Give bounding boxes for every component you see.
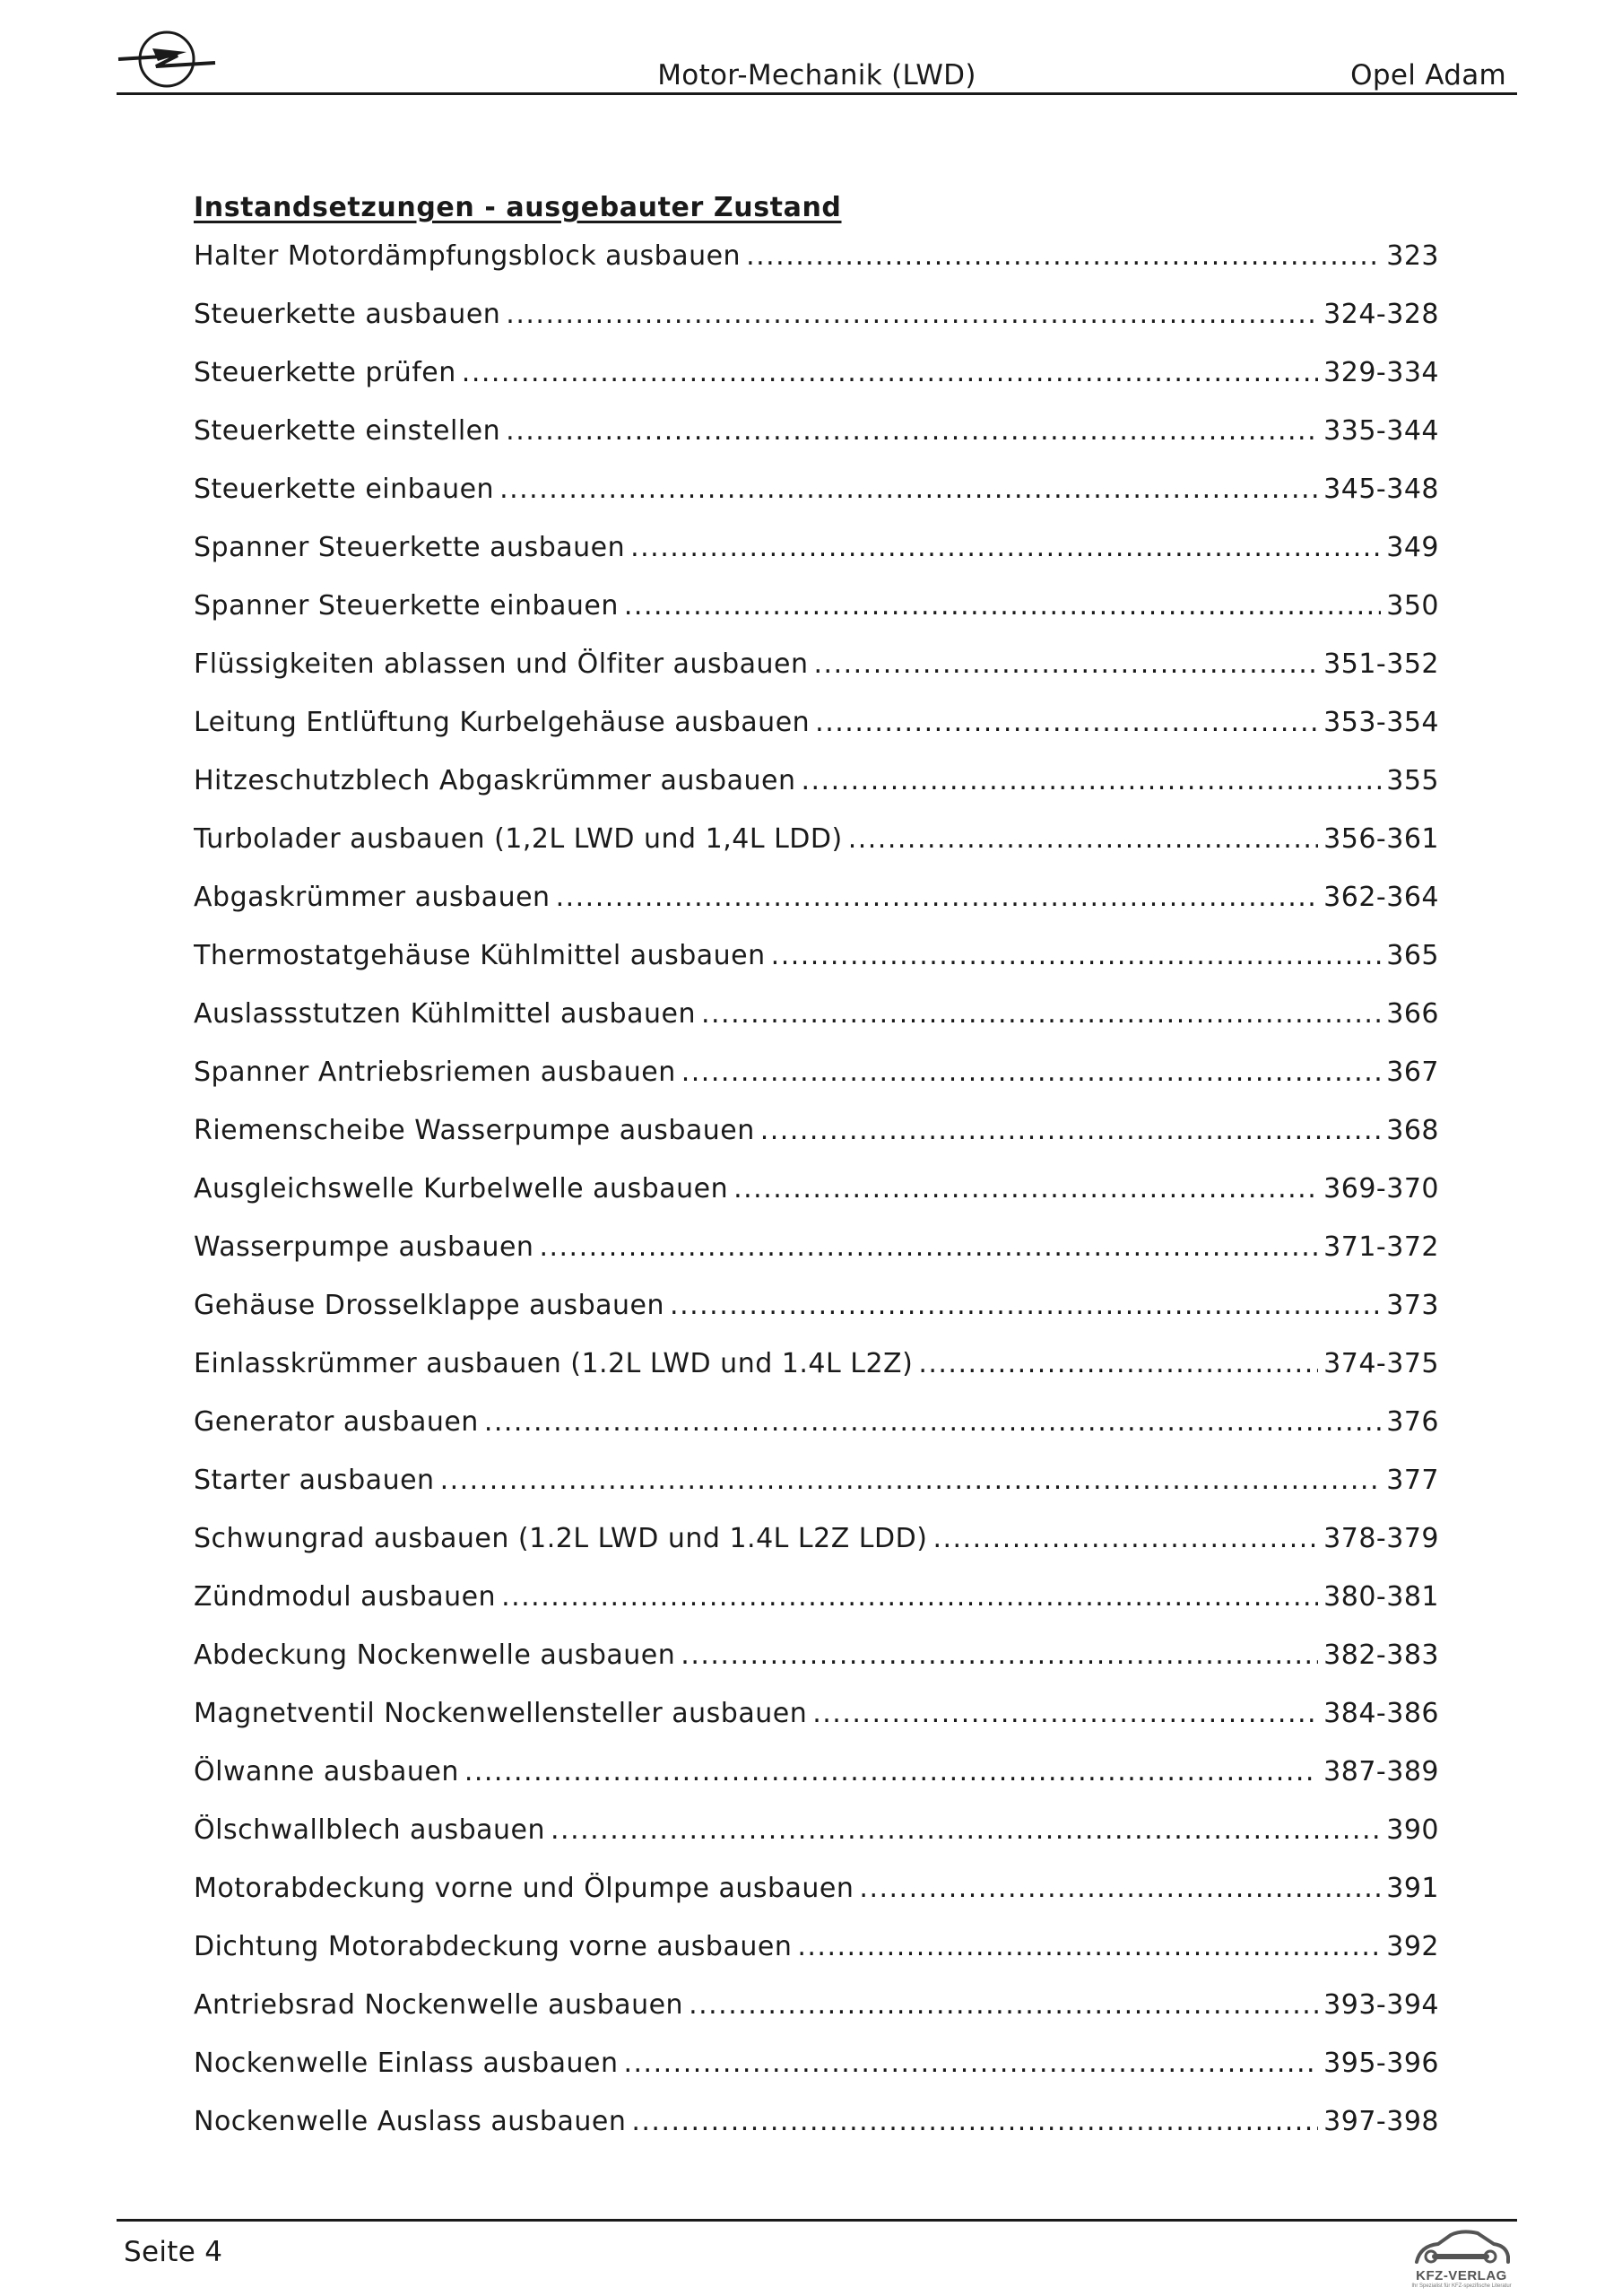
toc-entry bbox=[194, 299, 1439, 357]
toc-entry bbox=[194, 765, 1439, 823]
toc-entry-page: 356-361 bbox=[1323, 823, 1439, 855]
section-title: Instandsetzungen - ausgebauter Zustand bbox=[194, 192, 842, 223]
publisher-tagline: Ihr Spezialist für KFZ-spezifische Literatur bbox=[1411, 2283, 1512, 2289]
toc-dot-leader bbox=[681, 1639, 1318, 1671]
toc-entry bbox=[194, 1523, 1439, 1581]
toc-dot-leader bbox=[815, 707, 1318, 738]
toc-entry bbox=[194, 1639, 1439, 1698]
toc-entry-page: 323 bbox=[1386, 240, 1439, 272]
toc-dot-leader bbox=[556, 882, 1319, 913]
toc-entry-page: 351-352 bbox=[1323, 648, 1439, 680]
toc-entry-page: 391 bbox=[1386, 1873, 1439, 1904]
toc-dot-leader bbox=[624, 590, 1381, 622]
toc-entry-label: Abdeckung Nockenwelle ausbauen bbox=[194, 1639, 676, 1671]
toc-entry bbox=[194, 1173, 1439, 1231]
toc-dot-leader bbox=[551, 1814, 1381, 1846]
toc-entry bbox=[194, 590, 1439, 648]
toc-entry-page: 397-398 bbox=[1323, 2106, 1439, 2137]
toc-dot-leader bbox=[506, 415, 1318, 447]
toc-dot-leader bbox=[681, 1057, 1382, 1088]
toc-entry bbox=[194, 357, 1439, 415]
toc-dot-leader bbox=[701, 998, 1381, 1030]
toc-entry-label: Nockenwelle Einlass ausbauen bbox=[194, 2048, 619, 2079]
toc-entry-label: Auslassstutzen Kühlmittel ausbauen bbox=[194, 998, 696, 1030]
toc-entry-page: 374-375 bbox=[1323, 1348, 1439, 1379]
toc-dot-leader bbox=[859, 1873, 1381, 1904]
toc-dot-leader bbox=[814, 648, 1319, 680]
toc-entry bbox=[194, 1290, 1439, 1348]
toc-dot-leader bbox=[812, 1698, 1318, 1729]
toc-entry bbox=[194, 1814, 1439, 1873]
toc-dot-leader bbox=[464, 1756, 1318, 1787]
toc-dot-leader bbox=[771, 940, 1382, 971]
toc-entry-page: 382-383 bbox=[1323, 1639, 1439, 1671]
page-number: Seite 4 bbox=[124, 2236, 223, 2268]
toc-entry-page: 324-328 bbox=[1323, 299, 1439, 330]
toc-dot-leader bbox=[670, 1290, 1381, 1321]
toc-entry-label: Ölwanne ausbauen bbox=[194, 1756, 459, 1787]
toc-entry bbox=[194, 998, 1439, 1057]
toc-entry bbox=[194, 1873, 1439, 1931]
toc-dot-leader bbox=[848, 823, 1318, 855]
toc-entry bbox=[194, 532, 1439, 590]
toc-entry bbox=[194, 474, 1439, 532]
toc-entry-label: Zündmodul ausbauen bbox=[194, 1581, 497, 1613]
toc-dot-leader bbox=[484, 1406, 1381, 1438]
toc-entry-page: 384-386 bbox=[1323, 1698, 1439, 1729]
toc-entry-page: 377 bbox=[1386, 1465, 1439, 1496]
toc-entry bbox=[194, 2106, 1439, 2164]
toc-entry bbox=[194, 707, 1439, 765]
toc-dot-leader bbox=[932, 1523, 1318, 1554]
toc-entry-label: Nockenwelle Auslass ausbauen bbox=[194, 2106, 627, 2137]
toc-entry-label: Spanner Steuerkette einbauen bbox=[194, 590, 619, 622]
document-title: Motor-Mechanik (LWD) bbox=[657, 59, 976, 91]
footer-divider bbox=[117, 2219, 1517, 2222]
publisher-name: KFZ-VERLAG bbox=[1416, 2268, 1507, 2283]
toc-entry-label: Antriebsrad Nockenwelle ausbauen bbox=[194, 1989, 684, 2021]
toc-entry-label: Ölschwallblech ausbauen bbox=[194, 1814, 545, 1846]
toc-entry-label: Flüssigkeiten ablassen und Ölfiter ausbauen bbox=[194, 648, 809, 680]
toc-entry-label: Steuerkette prüfen bbox=[194, 357, 456, 388]
toc-entry-page: 345-348 bbox=[1323, 474, 1439, 505]
toc-entry-label: Halter Motordämpfungsblock ausbauen bbox=[194, 240, 742, 272]
toc-entry bbox=[194, 882, 1439, 940]
toc-entry bbox=[194, 1406, 1439, 1465]
toc-dot-leader bbox=[440, 1465, 1382, 1496]
toc-entry-label: Riemenscheibe Wasserpumpe ausbauen bbox=[194, 1115, 755, 1146]
toc-dot-leader bbox=[760, 1115, 1382, 1146]
car-wrench-logo-icon bbox=[1408, 2226, 1515, 2271]
toc-entry-label: Thermostatgehäuse Kühlmittel ausbauen bbox=[194, 940, 766, 971]
toc-dot-leader bbox=[501, 1581, 1318, 1613]
toc-dot-leader bbox=[797, 1931, 1381, 1962]
toc-entry-page: 373 bbox=[1386, 1290, 1439, 1321]
toc-entry-page: 393-394 bbox=[1323, 1989, 1439, 2021]
toc-dot-leader bbox=[630, 532, 1381, 563]
toc-entry-page: 329-334 bbox=[1323, 357, 1439, 388]
toc-entry bbox=[194, 1756, 1439, 1814]
toc-entry-page: 367 bbox=[1386, 1057, 1439, 1088]
toc-dot-leader bbox=[918, 1348, 1318, 1379]
page-header bbox=[117, 20, 1517, 99]
toc-entry-label: Hitzeschutzblech Abgaskrümmer ausbauen bbox=[194, 765, 796, 796]
toc-entry-label: Steuerkette ausbauen bbox=[194, 299, 501, 330]
toc-entry-page: 376 bbox=[1386, 1406, 1439, 1438]
toc-entry-label: Turbolader ausbauen (1,2L LWD und 1,4L LDD) bbox=[194, 823, 843, 855]
toc-entry-label: Einlasskrümmer ausbauen (1.2L LWD und 1.4L L2Z) bbox=[194, 1348, 914, 1379]
toc-entry-label: Generator ausbauen bbox=[194, 1406, 479, 1438]
toc-entry-page: 349 bbox=[1386, 532, 1439, 563]
toc-entry-page: 371-372 bbox=[1323, 1231, 1439, 1263]
toc-entry bbox=[194, 2048, 1439, 2106]
toc-entry-label: Starter ausbauen bbox=[194, 1465, 435, 1496]
toc-entry-page: 378-379 bbox=[1323, 1523, 1439, 1554]
toc-entry-page: 392 bbox=[1386, 1931, 1439, 1962]
toc-dot-leader bbox=[631, 2106, 1318, 2137]
toc-entry-label: Spanner Antriebsriemen ausbauen bbox=[194, 1057, 676, 1088]
toc-entry-label: Wasserpumpe ausbauen bbox=[194, 1231, 534, 1263]
toc-entry-label: Steuerkette einstellen bbox=[194, 415, 501, 447]
toc-entry bbox=[194, 648, 1439, 707]
toc-entry-page: 380-381 bbox=[1323, 1581, 1439, 1613]
toc-entry-label: Spanner Steuerkette ausbauen bbox=[194, 532, 626, 563]
toc-entry-label: Dichtung Motorabdeckung vorne ausbauen bbox=[194, 1931, 793, 1962]
toc-entry-page: 362-364 bbox=[1323, 882, 1439, 913]
toc-entry-page: 395-396 bbox=[1323, 2048, 1439, 2079]
toc-entry bbox=[194, 823, 1439, 882]
toc-entry bbox=[194, 1115, 1439, 1173]
toc-entry bbox=[194, 1231, 1439, 1290]
toc-entry-label: Ausgleichswelle Kurbelwelle ausbauen bbox=[194, 1173, 729, 1205]
toc-entry-label: Motorabdeckung vorne und Ölpumpe ausbauen bbox=[194, 1873, 854, 1904]
toc-entry bbox=[194, 1931, 1439, 1989]
toc-entry-label: Abgaskrümmer ausbauen bbox=[194, 882, 551, 913]
toc-entry-page: 350 bbox=[1386, 590, 1439, 622]
toc-entry-label: Schwungrad ausbauen (1.2L LWD und 1.4L L2Z LDD) bbox=[194, 1523, 928, 1554]
toc-dot-leader bbox=[689, 1989, 1318, 2021]
toc-entry-page: 335-344 bbox=[1323, 415, 1439, 447]
toc-entry bbox=[194, 1989, 1439, 2048]
toc-dot-leader bbox=[462, 357, 1318, 388]
toc-entry-page: 355 bbox=[1386, 765, 1439, 796]
toc-entry-page: 365 bbox=[1386, 940, 1439, 971]
header-divider bbox=[117, 92, 1517, 95]
toc-entry-page: 366 bbox=[1386, 998, 1439, 1030]
toc-dot-leader bbox=[623, 2048, 1318, 2079]
vehicle-name: Opel Adam bbox=[1350, 59, 1506, 91]
toc-dot-leader bbox=[746, 240, 1381, 272]
toc-entry bbox=[194, 240, 1439, 299]
toc-entry bbox=[194, 415, 1439, 474]
toc-entry bbox=[194, 1348, 1439, 1406]
toc-entry bbox=[194, 1698, 1439, 1756]
toc-dot-leader bbox=[506, 299, 1318, 330]
toc-dot-leader bbox=[733, 1173, 1318, 1205]
toc-entry-page: 368 bbox=[1386, 1115, 1439, 1146]
toc-entry bbox=[194, 1581, 1439, 1639]
toc-dot-leader bbox=[539, 1231, 1318, 1263]
toc-entry bbox=[194, 940, 1439, 998]
toc-entry bbox=[194, 1057, 1439, 1115]
table-of-contents bbox=[194, 240, 1439, 2164]
toc-entry-label: Magnetventil Nockenwellensteller ausbauen bbox=[194, 1698, 808, 1729]
publisher-logo bbox=[1408, 2226, 1515, 2292]
toc-entry-label: Gehäuse Drosselklappe ausbauen bbox=[194, 1290, 665, 1321]
toc-entry-page: 390 bbox=[1386, 1814, 1439, 1846]
toc-entry-page: 387-389 bbox=[1323, 1756, 1439, 1787]
toc-entry-label: Steuerkette einbauen bbox=[194, 474, 495, 505]
toc-entry-page: 353-354 bbox=[1323, 707, 1439, 738]
toc-dot-leader bbox=[801, 765, 1381, 796]
toc-entry-page: 369-370 bbox=[1323, 1173, 1439, 1205]
toc-entry bbox=[194, 1465, 1439, 1523]
toc-dot-leader bbox=[499, 474, 1318, 505]
toc-entry-label: Leitung Entlüftung Kurbelgehäuse ausbauen bbox=[194, 707, 811, 738]
